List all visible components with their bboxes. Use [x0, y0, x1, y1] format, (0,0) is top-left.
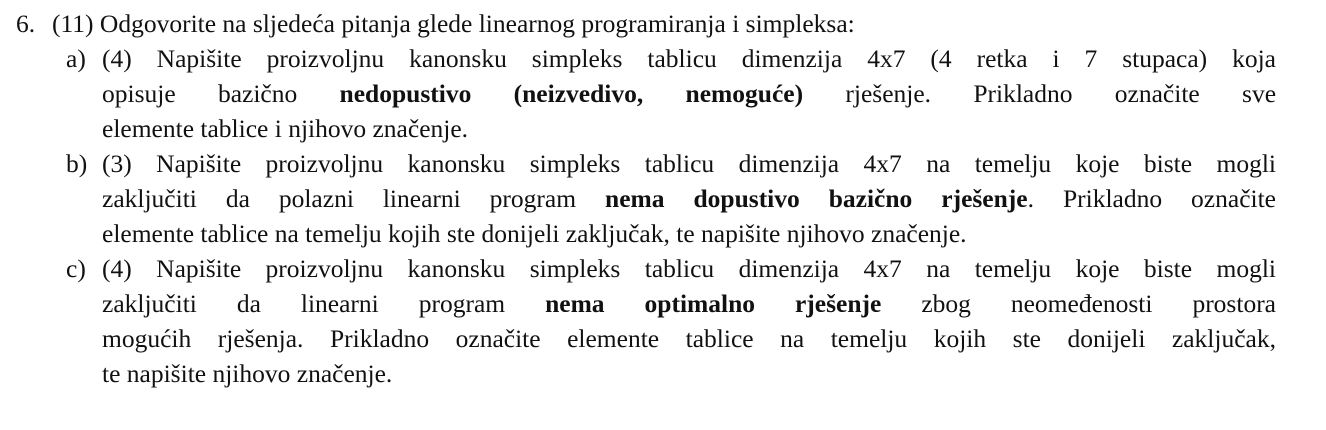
text-line: te napišite njihovo značenje. — [102, 359, 393, 388]
text-segment: zaključiti da polazni linearni program — [102, 184, 606, 213]
bold-emphasis: nema dopustivo bazično rješenje — [605, 184, 1028, 213]
subquestion-label: b) — [66, 149, 88, 178]
text-line: (4) Napišite proizvoljnu kanonsku simpleks tablicu dimenzija 4x7 (4 retka i 7 stupaca) koja — [102, 44, 1276, 73]
text-line — [102, 181, 1276, 216]
subquestion-label: a) — [66, 44, 86, 73]
text-segment: opisuje bazično — [102, 79, 340, 108]
question-6 — [16, 6, 1312, 391]
text-line: mogućih rješenja. Prikladno označite elemente tablice na temelju kojih ste donijeli zaključak, — [102, 324, 1276, 353]
question-number: 6. — [16, 9, 36, 38]
subquestion-text — [102, 146, 1276, 251]
text-line: (4) Napišite proizvoljnu kanonsku simpleks tablicu dimenzija 4x7 na temelju koje biste mogli — [102, 254, 1276, 283]
text-segment: zaključiti da linearni program — [102, 289, 546, 318]
text-segment: rješenje. Prikladno označite sve — [803, 79, 1277, 108]
subquestion-b — [66, 146, 1312, 251]
subquestion-text — [102, 41, 1276, 146]
subquestion-a — [66, 41, 1312, 146]
bold-emphasis: nedopustivo (neizvedivo, nemoguće) — [339, 79, 804, 108]
question-header-text: (11) Odgovorite na sljedeća pitanja glede linearnog programiranja i simpleksa: — [52, 9, 855, 38]
subquestion-c — [66, 251, 1312, 391]
text-segment: . Prikladno označite — [1027, 184, 1277, 213]
text-segment: zbog neomeđenosti prostora — [881, 289, 1276, 318]
bold-emphasis: nema optimalno rješenje — [545, 289, 882, 318]
text-line: elemente tablice i njihovo značenje. — [102, 114, 469, 143]
text-line: (3) Napišite proizvoljnu kanonsku simpleks tablicu dimenzija 4x7 na temelju koje biste mogli — [102, 149, 1276, 178]
text-line — [102, 286, 1276, 321]
text-line — [102, 76, 1276, 111]
question-header — [16, 6, 1312, 41]
subquestion-text — [102, 251, 1276, 391]
subquestion-label: c) — [66, 254, 86, 283]
text-line: elemente tablice na temelju kojih ste donijeli zaključak, te napišite njihovo značenje. — [102, 219, 967, 248]
